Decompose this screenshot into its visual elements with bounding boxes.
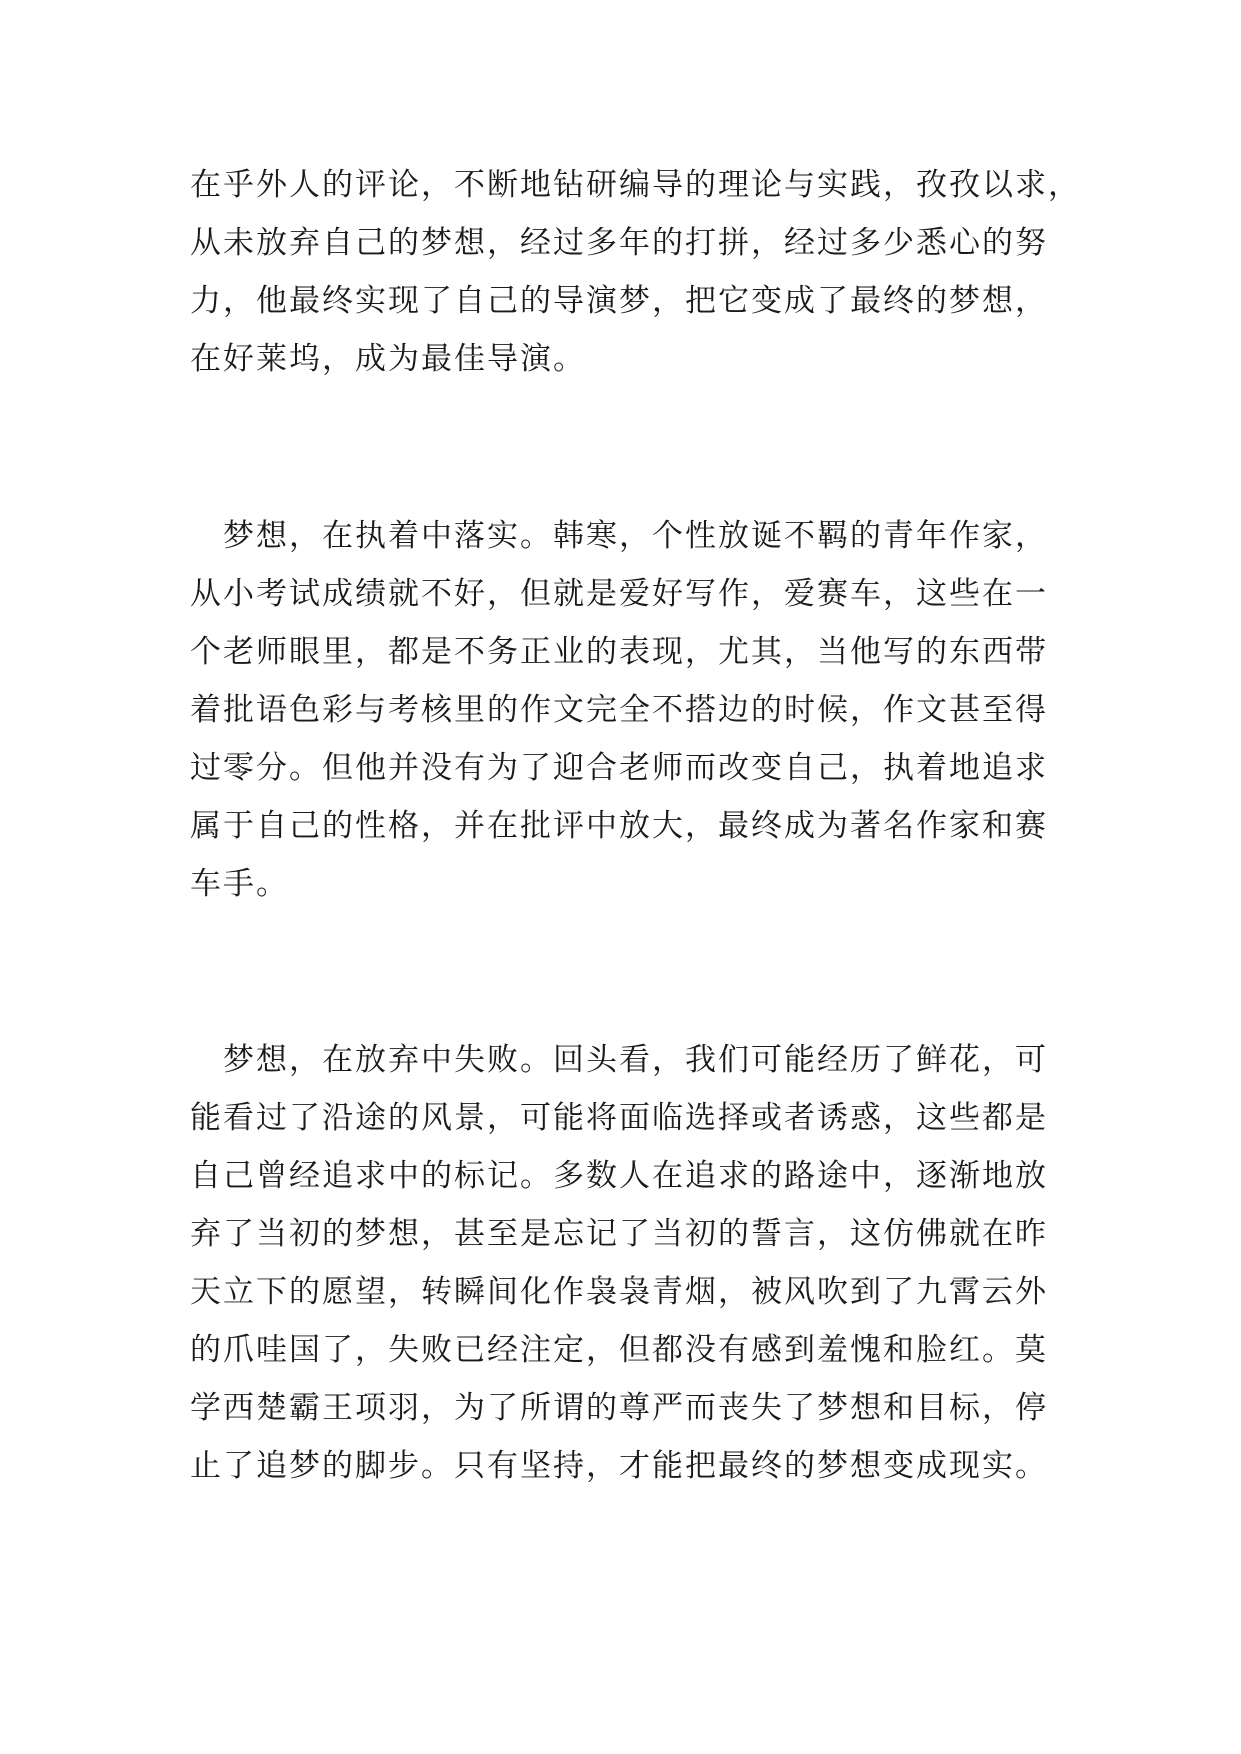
text-line: 能看过了沿途的风景，可能将面临选择或者诱惑，这些都是 (190, 1100, 1048, 1136)
text-line: 过零分。但他并没有为了迎合老师而改变自己，执着地追求 (190, 750, 1048, 786)
text-line: 天立下的愿望，转瞬间化作袅袅青烟，被风吹到了九霄云外 (190, 1274, 1048, 1310)
text-line: 在乎外人的评论，不断地钻研编导的理论与实践，孜孜以求， (190, 167, 1081, 203)
paragraph-dream-abandonment (190, 1031, 1070, 1495)
paragraph-dream-director (190, 156, 1081, 388)
text-line: 车手。 (190, 866, 289, 902)
text-line: 着批语色彩与考核里的作文完全不搭边的时候，作文甚至得 (190, 692, 1048, 728)
text-line: 从小考试成绩就不好，但就是爱好写作，爱赛车，这些在一 (190, 576, 1048, 612)
paragraph-dream-persistence (190, 507, 1070, 913)
text-line: 梦想，在放弃中失败。回头看，我们可能经历了鲜花，可 (190, 1042, 1048, 1078)
text-line: 从未放弃自己的梦想，经过多年的打拼，经过多少悉心的努 (190, 225, 1048, 261)
text-line: 属于自己的性格，并在批评中放大，最终成为著名作家和赛 (190, 808, 1048, 844)
text-line: 止了追梦的脚步。只有坚持，才能把最终的梦想变成现实。 (190, 1448, 1048, 1484)
text-line: 的爪哇国了，失败已经注定，但都没有感到羞愧和脸红。莫 (190, 1332, 1048, 1368)
text-line: 个老师眼里，都是不务正业的表现，尤其，当他写的东西带 (190, 634, 1048, 670)
text-line: 在好莱坞，成为最佳导演。 (190, 341, 586, 377)
text-line: 自己曾经追求中的标记。多数人在追求的路途中，逐渐地放 (190, 1158, 1048, 1194)
text-line: 力，他最终实现了自己的导演梦，把它变成了最终的梦想， (190, 283, 1048, 319)
text-line: 弃了当初的梦想，甚至是忘记了当初的誓言，这仿佛就在昨 (190, 1216, 1048, 1252)
text-line: 梦想，在执着中落实。韩寒，个性放诞不羁的青年作家， (190, 518, 1048, 554)
text-line: 学西楚霸王项羽，为了所谓的尊严而丧失了梦想和目标，停 (190, 1390, 1048, 1426)
